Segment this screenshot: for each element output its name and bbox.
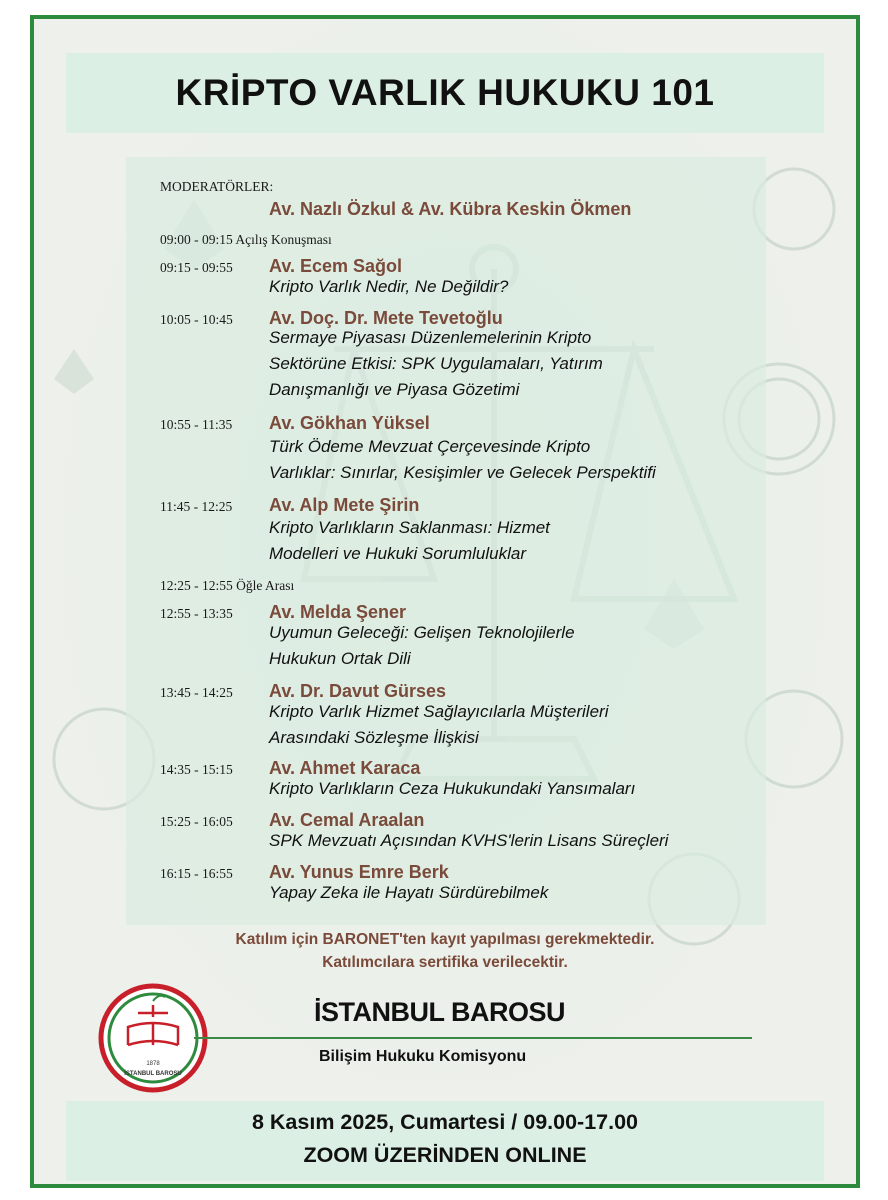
session-title: Modelleri ve Hukuki Sorumluluklar [269, 544, 526, 563]
session-speaker: Av. Dr. Davut Gürses [269, 681, 447, 701]
session-time: 09:00 - 09:15 Açılış Konuşması [160, 232, 332, 247]
session-time: 09:15 - 09:55 [160, 260, 233, 275]
session-time: 10:55 - 11:35 [160, 417, 233, 432]
session-title: SPK Mevzuatı Açısından KVHS'lerin Lisans Süreçleri [269, 831, 669, 850]
session-speaker: Av. Doç. Dr. Mete Tevetoğlu [269, 308, 503, 328]
session-title: Kripto Varlık Nedir, Ne Değildir? [269, 277, 509, 296]
commission-name: Bilişim Hukuku Komisyonu [319, 1048, 527, 1065]
poster-frame [30, 15, 860, 1188]
session-time: 16:15 - 16:55 [160, 866, 233, 881]
session-speaker: Av. Ecem Sağol [269, 256, 403, 276]
session-title: Hukukun Ortak Dili [269, 649, 411, 668]
session-title: Arasındaki Sözleşme İlişkisi [269, 728, 479, 747]
session-speaker: Av. Melda Şener [269, 602, 407, 622]
session-speaker: Av. Ahmet Karaca [269, 758, 421, 778]
session-title: Yapay Zeka ile Hayatı Sürdürebilmek [269, 883, 549, 902]
session-title: Danışmanlığı ve Piyasa Gözetimi [269, 380, 520, 399]
session-title: Kripto Varlıkların Ceza Hukukundaki Yansımaları [269, 779, 636, 798]
certificate-notice: Katılımcılara sertifika verilecektir. [322, 954, 568, 971]
session-title: Uyumun Geleceği: Gelişen Teknolojilerle [269, 623, 575, 642]
logo-text: İSTANBUL BAROSU [124, 1071, 182, 1077]
title-band [66, 53, 824, 133]
session-title: Sermaye Piyasası Düzenlemelerinin Kripto [269, 328, 592, 347]
page-title: KRİPTO VARLIK HUKUKU 101 [175, 72, 715, 113]
session-title: Kripto Varlık Hizmet Sağlayıcılarla Müşterileri [269, 702, 609, 721]
session-title: Sektörüne Etkisi: SPK Uygulamaları, Yatırım [269, 354, 603, 373]
session-time: 12:25 - 12:55 Öğle Arası [160, 578, 295, 593]
moderators-names: Av. Nazlı Özkul & Av. Kübra Keskin Ökmen [269, 199, 632, 219]
registration-notice: Katılım için BARONET'ten kayıt yapılması gerekmektedir. [235, 931, 655, 948]
session-speaker: Av. Gökhan Yüksel [269, 413, 430, 433]
organization-name: İSTANBUL BAROSU [314, 997, 566, 1027]
event-venue: ZOOM ÜZERİNDEN ONLINE [303, 1143, 587, 1167]
session-title: Türk Ödeme Mevzuat Çerçevesinde Kripto [269, 437, 591, 456]
logo-year: 1878 [146, 1061, 160, 1067]
session-time: 15:25 - 16:05 [160, 814, 233, 829]
moderators-heading: MODERATÖRLER: [160, 179, 274, 194]
org-divider [194, 1037, 752, 1039]
session-speaker: Av. Cemal Araalan [269, 810, 425, 830]
session-speaker: Av. Yunus Emre Berk [269, 862, 449, 882]
session-speaker: Av. Alp Mete Şirin [269, 495, 420, 515]
session-time: 14:35 - 15:15 [160, 762, 233, 777]
session-title: Varlıklar: Sınırlar, Kesişimler ve Gelecek Perspektifi [269, 463, 656, 482]
bar-association-logo [98, 983, 208, 1093]
session-time: 12:55 - 13:35 [160, 606, 233, 621]
session-time: 13:45 - 14:25 [160, 685, 233, 700]
event-date: 8 Kasım 2025, Cumartesi / 09.00-17.00 [251, 1110, 639, 1134]
session-title: Kripto Varlıkların Saklanması: Hizmet [269, 518, 550, 537]
session-time: 11:45 - 12:25 [160, 499, 233, 514]
session-time: 10:05 - 10:45 [160, 312, 233, 327]
